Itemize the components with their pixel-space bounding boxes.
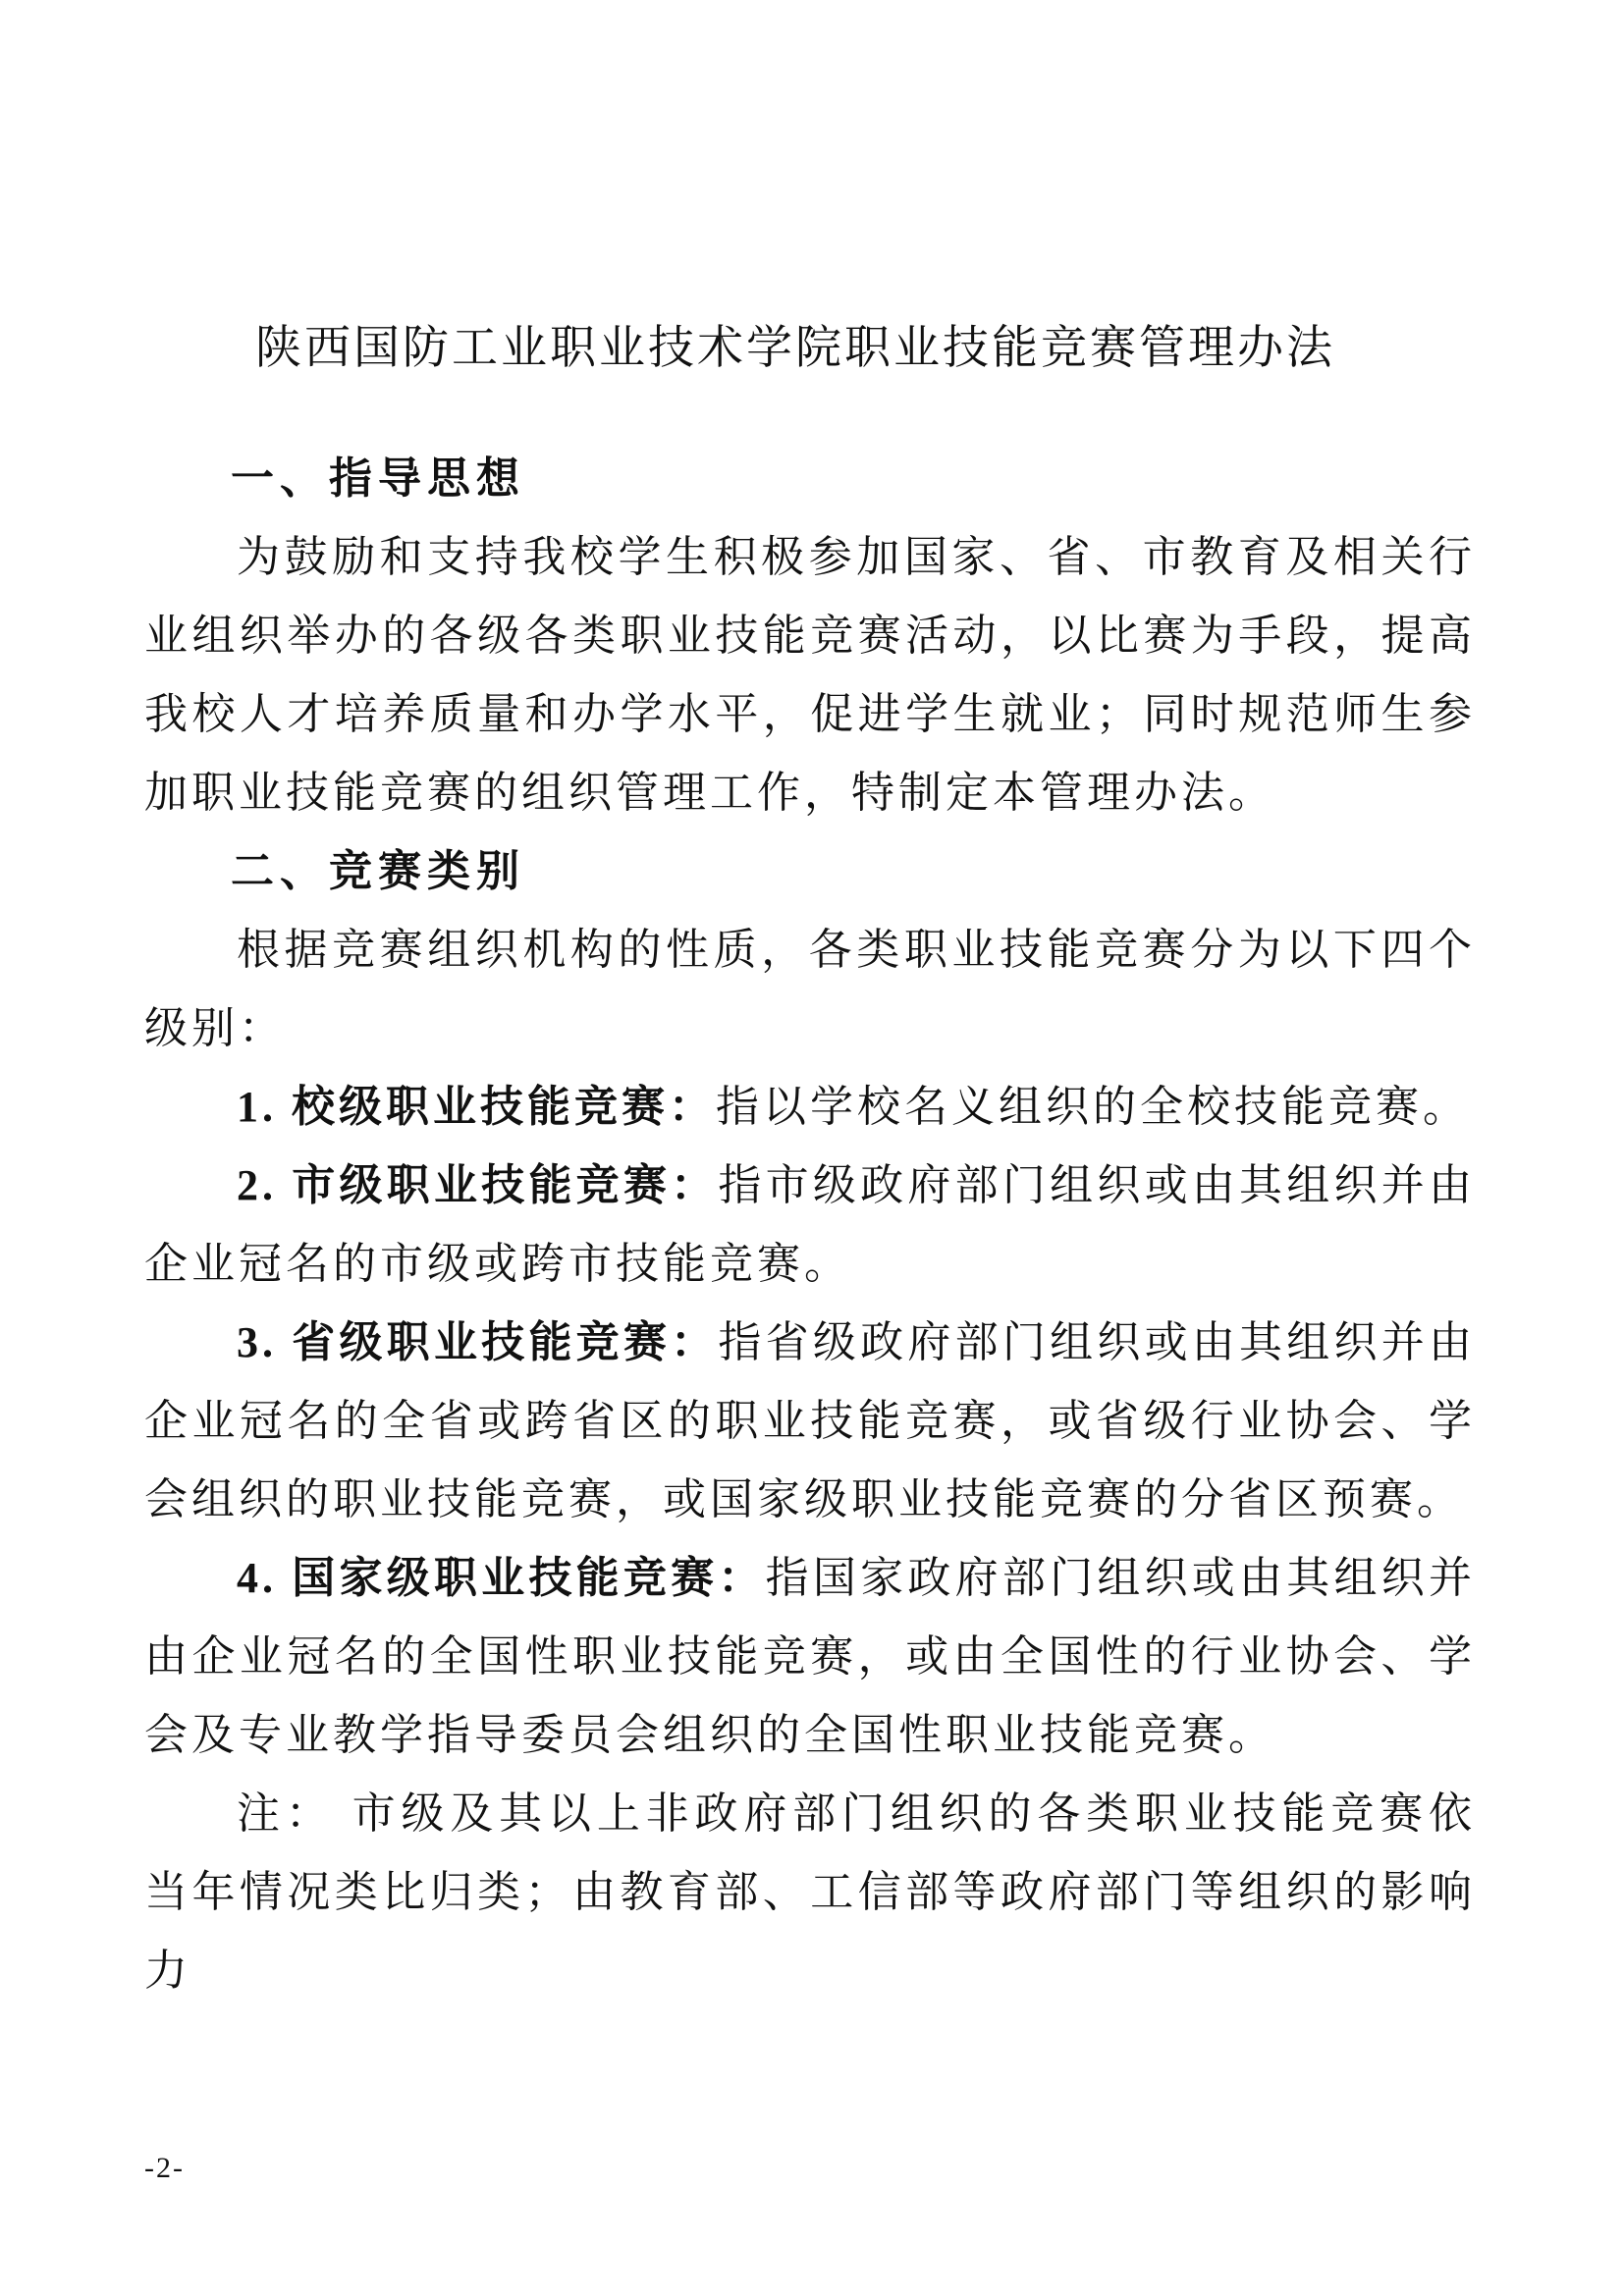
text-run: 指国家政府部门组织或由其组织并由企业冠名的全国性职业技能竞赛，或由全国性的行业协会、学会及专业教学指导委员会组织的全国性职业技能竞赛。 [144,1554,1476,1759]
text-run: 一、指导思想 [231,454,525,503]
text-run: 二、竞赛类别 [231,847,525,895]
item-lead: 1. 校级职业技能竞赛： [237,1083,716,1131]
item-lead: 2. 市级职业技能竞赛： [237,1161,719,1209]
page-number: -2- [144,2152,185,2184]
paragraph [144,911,1476,1068]
document-title: 陕西国防工业职业技术学院职业技能竞赛管理办法 [255,323,1335,374]
document-body [144,309,1476,2010]
section-heading [144,832,1476,911]
note-paragraph [144,1775,1476,2010]
text-run: 为鼓励和支持我校学生积极参加国家、省、市教育及相关行业组织举办的各级各类职业技能竞赛活动，以比赛为手段，提高我校人才培养质量和办学水平，促进学生就业；同时规范师生参加职业技能竞赛的组织管理工作，特制定本管理办法。 [144,533,1476,817]
numbered-item [144,1068,1476,1147]
text-run: 指以学校名义组织的全校技能竞赛。 [716,1083,1470,1131]
text-run: 市级及其以上非政府部门组织的各类职业技能竞赛依当年情况类比归类；由教育部、工信部等政府部门等组织的影响力 [144,1789,1477,1995]
item-lead: 注： [237,1789,335,1838]
text-run: 根据竞赛组织机构的性质，各类职业技能竞赛分为以下四个级别： [144,926,1476,1052]
paragraph [144,518,1476,832]
document-sections [144,440,1476,2010]
text-run: 指市级政府部门组织或由其组织并由企业冠名的市级或跨市技能竞赛。 [144,1161,1477,1288]
item-lead: 4. 国家级职业技能竞赛： [237,1554,766,1602]
numbered-item [144,1147,1476,1304]
numbered-item [144,1304,1476,1539]
numbered-item [144,1539,1476,1775]
text-run: 指省级政府部门组织或由其组织并由企业冠名的全省或跨省区的职业技能竞赛，或省级行业协会、学会组织的职业技能竞赛，或国家级职业技能竞赛的分省区预赛。 [144,1318,1477,1523]
item-lead: 3. 省级职业技能竞赛： [237,1318,719,1366]
section-heading [144,440,1476,518]
